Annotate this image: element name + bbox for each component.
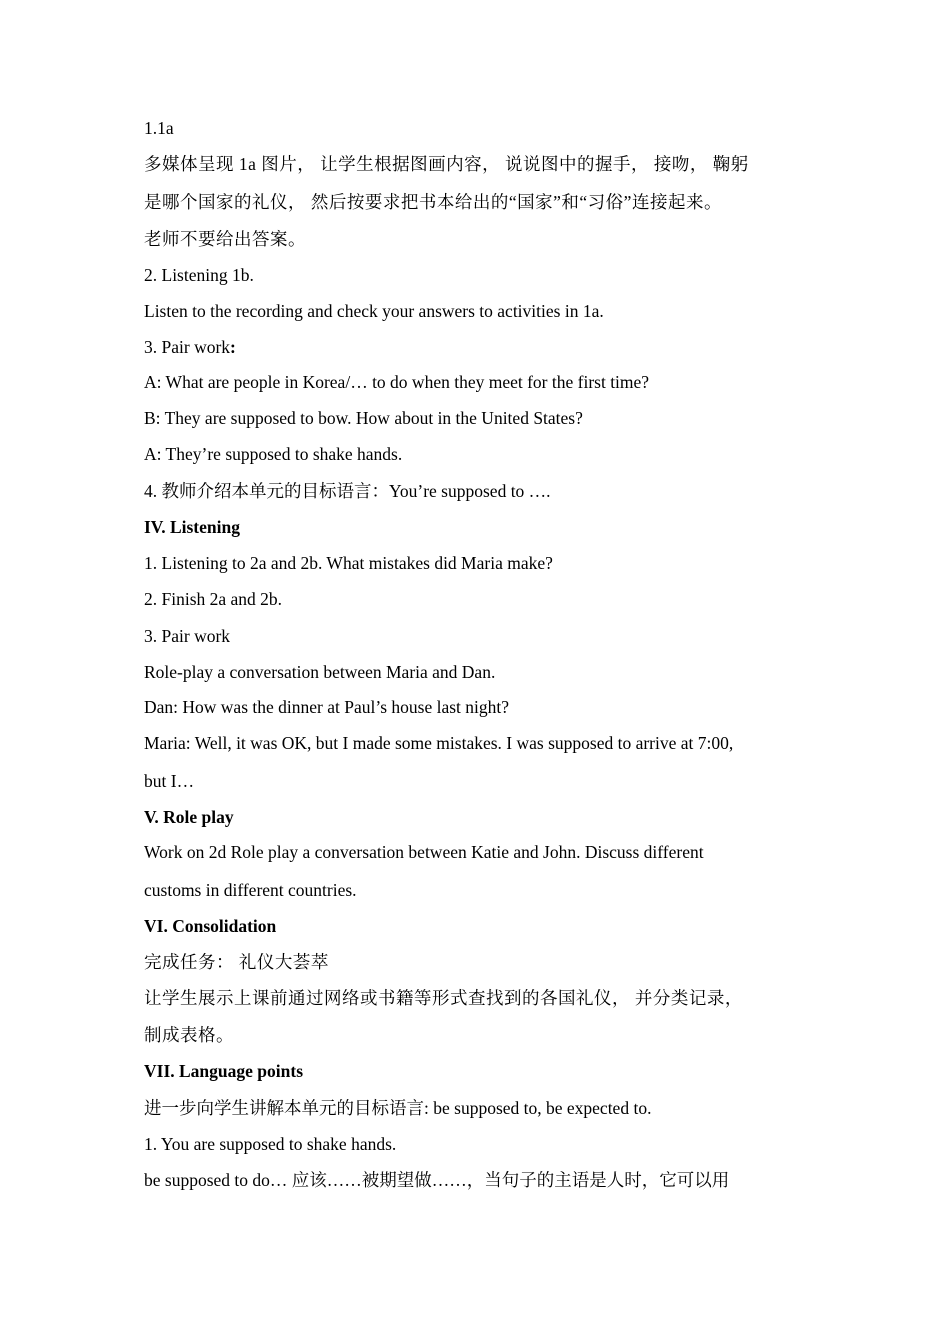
paragraph-line: 老师不要给出答案。 — [144, 229, 306, 249]
section-heading-consolidation: VI. Consolidation — [144, 916, 277, 936]
colon-suffix: : — [230, 337, 236, 357]
section-heading-language-points: VII. Language points — [144, 1061, 304, 1081]
paragraph-line: Role-play a conversation between Maria and Dan. — [144, 662, 496, 682]
paragraph-line: 完成任务： 礼仪大荟萃 — [144, 952, 329, 972]
list-item-text: 3. Pair work — [144, 337, 231, 357]
dialogue-line: A: They’re supposed to shake hands. — [144, 444, 403, 464]
dialogue-line: B: They are supposed to bow. How about in the United States? — [144, 408, 583, 428]
list-item: 1. Listening to 2a and 2b. What mistakes did Maria make? — [144, 553, 553, 573]
list-item: 3. Pair work — [144, 626, 231, 646]
paragraph-line: 是哪个国家的礼仪， 然后按要求把书本给出的“国家”和“习俗”连接起来。 — [144, 192, 722, 212]
paragraph-line: 多媒体呈现 1a 图片， 让学生根据图画内容， 说说图中的握手， 接吻， 鞠躬 — [144, 154, 749, 174]
list-item: 2. Finish 2a and 2b. — [144, 589, 283, 609]
section-item-1-1a: 1.1a — [144, 118, 174, 138]
paragraph-line: Listen to the recording and check your answers to activities in 1a. — [144, 301, 604, 321]
paragraph-line: Work on 2d Role play a conversation between Katie and John. Discuss different — [144, 842, 704, 862]
paragraph-line: 进一步向学生讲解本单元的目标语言: be supposed to, be expected to. — [144, 1098, 652, 1118]
list-item: 1. You are supposed to shake hands. — [144, 1134, 397, 1154]
dialogue-line: Dan: How was the dinner at Paul’s house last night? — [144, 697, 510, 717]
section-heading-listening: IV. Listening — [144, 517, 240, 537]
list-item-listening-1b: 2. Listening 1b. — [144, 265, 254, 285]
paragraph-line: customs in different countries. — [144, 880, 357, 900]
section-heading-role-play: V. Role play — [144, 807, 234, 827]
list-item-pair-work — [144, 336, 236, 358]
paragraph-line: 让学生展示上课前通过网络或书籍等形式查找到的各国礼仪， 并分类记录， — [144, 988, 743, 1008]
list-item-target-language: 4. 教师介绍本单元的目标语言：You’re supposed to …. — [144, 481, 551, 501]
paragraph-line: 制成表格。 — [144, 1025, 234, 1045]
dialogue-line: but I… — [144, 771, 195, 791]
dialogue-line: A: What are people in Korea/… to do when they meet for the first time? — [144, 372, 650, 392]
dialogue-line: Maria: Well, it was OK, but I made some mistakes. I was supposed to arrive at 7:00, — [144, 733, 734, 753]
paragraph-line: be supposed to do… 应该……被期望做……，当句子的主语是人时，它可以用 — [144, 1170, 730, 1190]
